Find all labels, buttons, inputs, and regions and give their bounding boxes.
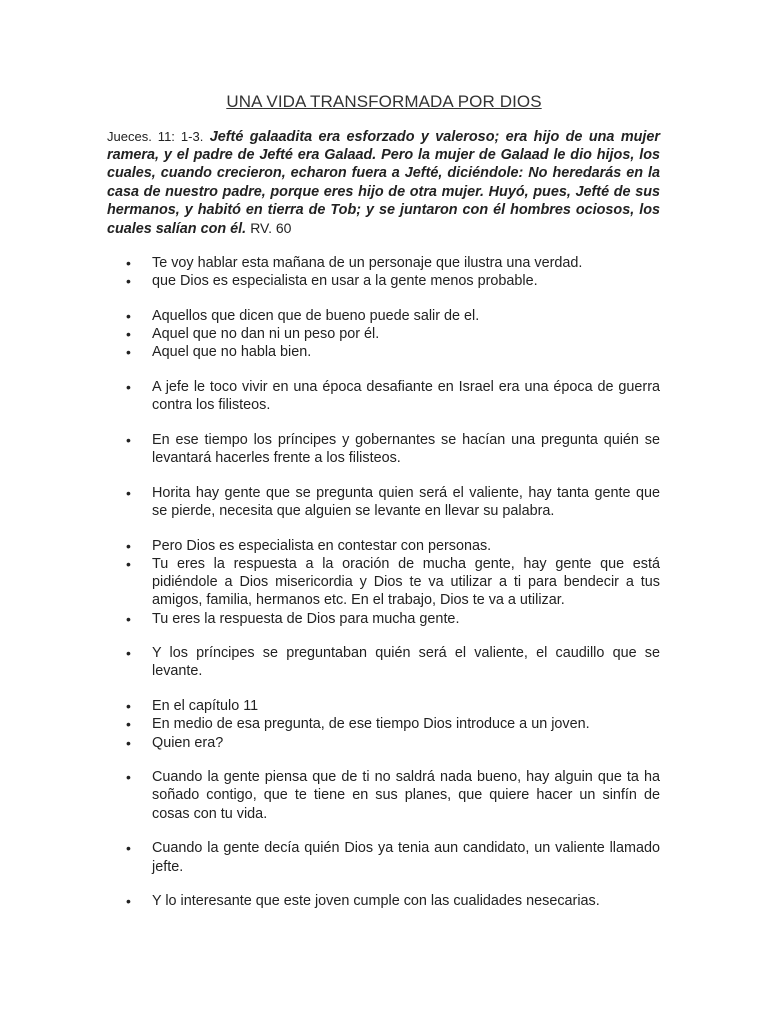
bullet-group (126, 644, 660, 680)
bullet-item: • Aquel que no habla bien. (126, 343, 660, 361)
bullet-group (126, 537, 660, 628)
bullet-item: • Te voy hablar esta mañana de un personaje que ilustra una verdad. (126, 254, 660, 272)
bullet-group (126, 307, 660, 362)
bullet-item: • Quien era? (126, 734, 660, 752)
bullet-group (126, 378, 660, 414)
intro-paragraph (107, 128, 660, 238)
bullet-item: • Aquel que no dan ni un peso por él. (126, 325, 660, 343)
bullet-item: • A jefe le toco vivir en una época desafiante en Israel era una época de guerra contra los filisteos. (126, 378, 660, 414)
bible-version: RV. 60 (250, 220, 292, 237)
bullet-groups (126, 254, 660, 927)
bullet-group (126, 839, 660, 875)
bullet-group (126, 697, 660, 752)
bullet-item: • Tu eres la respuesta de Dios para mucha gente. (126, 610, 660, 628)
bullet-group (126, 431, 660, 467)
bullet-item: • Pero Dios es especialista en contestar con personas. (126, 537, 660, 555)
bullet-item: • En medio de esa pregunta, de ese tiempo Dios introduce a un joven. (126, 715, 660, 733)
scripture-reference: Jueces. 11: 1-3. (107, 129, 204, 144)
bullet-item: • Cuando la gente piensa que de ti no saldrá nada bueno, hay alguin que ta ha soñado contigo, que te tiene en sus planes, que quiere hacer un sinfín de cosas con tu vida. (126, 768, 660, 823)
bullet-item: • En el capítulo 11 (126, 697, 660, 715)
bullet-group (126, 892, 660, 910)
bullet-item: • En ese tiempo los príncipes y gobernantes se hacían una pregunta quién se levantará hacerles frente a los filisteos. (126, 431, 660, 467)
bullet-item: • Y lo interesante que este joven cumple con las cualidades nesecarias. (126, 892, 660, 910)
bullet-item: • que Dios es especialista en usar a la gente menos probable. (126, 272, 660, 290)
page-title: UNA VIDA TRANSFORMADA POR DIOS (226, 92, 542, 111)
bullet-item: • Tu eres la respuesta a la oración de mucha gente, hay gente que está pidiéndole a Dios misericordia y Dios te va utilizar a ti para bendecir a tus amigos, familia, hermanos etc. En el trabajo, Dios te va a utilizar. (126, 555, 660, 610)
bullet-group (126, 768, 660, 823)
bullet-group (126, 254, 660, 290)
bullet-group (126, 484, 660, 520)
bullet-item: • Aquellos que dicen que de bueno puede salir de el. (126, 307, 660, 325)
bullet-item: • Horita hay gente que se pregunta quien será el valiente, hay tanta gente que se pierde, necesita que alguien se levante en llevar su palabra. (126, 484, 660, 520)
scripture-verse: Jefté galaadita era esforzado y valeroso; era hijo de una mujer ramera, y el padre de Jefté era Galaad. Pero la mujer de Galaad le dio hijos, los cuales, cuando crecieron, echaron fuera a Jefté, diciéndole: No heredarás en la casa de nuestro padre, porque eres hijo de otra mujer. Huyó, pues, Jefté de sus hermanos, y habitó en tierra de Tob; y se juntaron con él hombres ociosos, los cuales salían con él. (107, 129, 661, 238)
bullet-item: • Cuando la gente decía quién Dios ya tenia aun candidato, un valiente llamado jefte. (126, 839, 660, 875)
bullet-item: • Y los príncipes se preguntaban quién será el valiente, el caudillo que se levante. (126, 644, 660, 680)
